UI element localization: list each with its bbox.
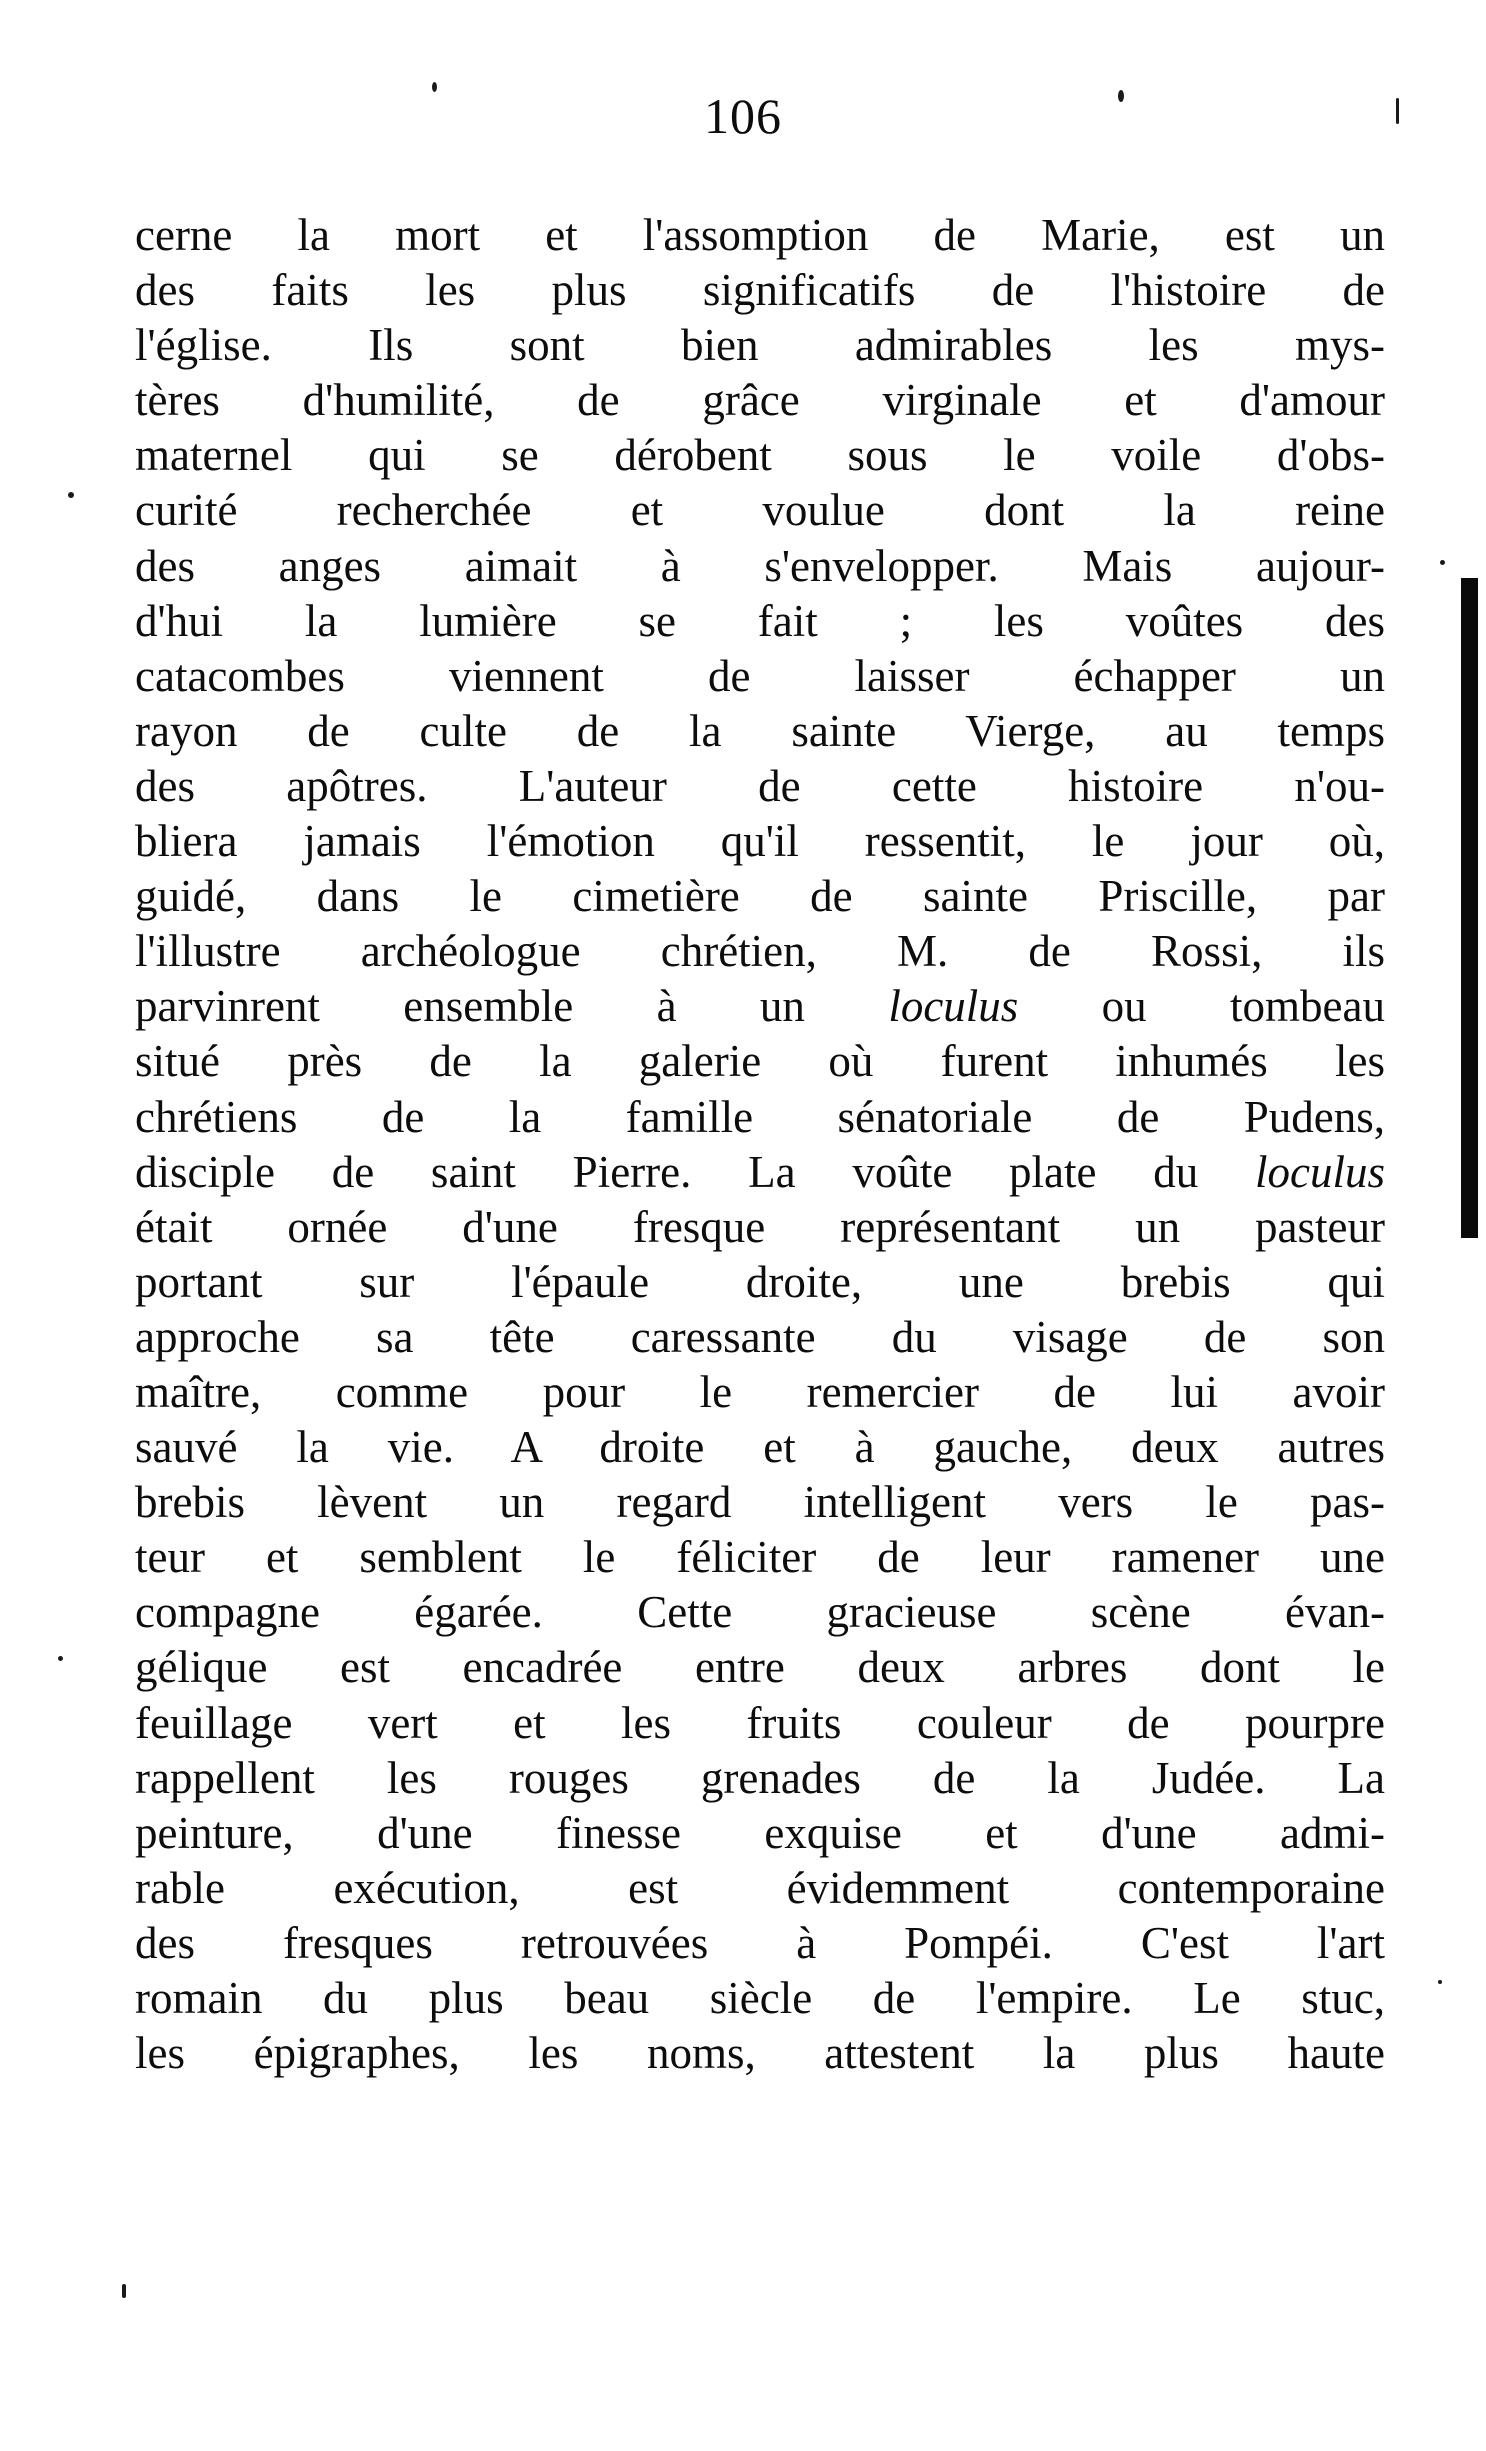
body-text: [135, 208, 1385, 2081]
text-line: teur et semblent le féliciter de leur ramener une: [135, 1532, 1385, 1583]
speck-mark: [1438, 1980, 1442, 1984]
text-line: bliera jamais l'émotion qu'il ressentit, le jour où,: [135, 816, 1385, 867]
text-line: gélique est encadrée entre deux arbres dont le: [135, 1642, 1385, 1693]
text-line: d'hui la lumière se fait ; les voûtes des: [135, 595, 1385, 646]
text-line: les épigraphes, les noms, attestent la plus haute: [135, 2028, 1385, 2079]
text-line: situé près de la galerie où furent inhumés les: [135, 1036, 1385, 1087]
speck-mark: [1118, 90, 1124, 102]
text-line: rappellent les rouges grenades de la Judée. La: [135, 1752, 1385, 1803]
text-line: des anges aimait à s'envelopper. Mais aujour-: [135, 540, 1385, 591]
text-line: brebis lèvent un regard intelligent vers le pas-: [135, 1477, 1385, 1528]
text-line: tères d'humilité, de grâce virginale et d'amour: [135, 375, 1385, 426]
text-line: l'illustre archéologue chrétien, M. de Rossi, ils: [135, 926, 1385, 977]
speck-mark: [58, 1656, 63, 1661]
speck-mark: [68, 492, 74, 498]
text-line: sauvé la vie. A droite et à gauche, deux autres: [135, 1422, 1385, 1473]
margin-mark: [1461, 578, 1478, 1238]
text-line: curité recherchée et voulue dont la reine: [135, 485, 1385, 536]
text-line: chrétiens de la famille sénatoriale de Pudens,: [135, 1091, 1385, 1142]
speck-mark: [1440, 560, 1445, 565]
text-line: maître, comme pour le remercier de lui avoir: [135, 1366, 1385, 1417]
speck-mark: [122, 2284, 126, 2298]
speck-mark: [1396, 98, 1399, 124]
text-line: feuillage vert et les fruits couleur de pourpre: [135, 1697, 1385, 1748]
text-line: des faits les plus significatifs de l'histoire de: [135, 265, 1385, 316]
text-line: romain du plus beau siècle de l'empire. Le stuc,: [135, 1973, 1385, 2023]
text-line: parvinrent ensemble à un loculus ou tombeau: [135, 981, 1385, 1032]
text-line: des apôtres. L'auteur de cette histoire n'ou-: [135, 760, 1385, 811]
text-line: portant sur l'épaule droite, une brebis qui: [135, 1256, 1385, 1307]
text-line: l'église. Ils sont bien admirables les mys-: [135, 320, 1385, 371]
text-line: rable exécution, est évidemment contemporaine: [135, 1862, 1385, 1913]
speck-mark: [432, 82, 437, 92]
text-line: disciple de saint Pierre. La voûte plate du loculus: [135, 1146, 1385, 1197]
text-line: catacombes viennent de laisser échapper un: [135, 650, 1385, 701]
text-line: rayon de culte de la sainte Vierge, au temps: [135, 705, 1385, 756]
text-line: guidé, dans le cimetière de sainte Priscille, par: [135, 871, 1385, 922]
text-line: était ornée d'une fresque représentant un pasteur: [135, 1201, 1385, 1252]
page-number: 106: [704, 88, 782, 144]
text-line: approche sa tête caressante du visage de son: [135, 1311, 1385, 1362]
text-line: des fresques retrouvées à Pompéi. C'est l'art: [135, 1917, 1385, 1968]
text-line: compagne égarée. Cette gracieuse scène évan-: [135, 1587, 1385, 1638]
text-line: peinture, d'une finesse exquise et d'une admi-: [135, 1807, 1385, 1858]
text-line: maternel qui se dérobent sous le voile d'obs-: [135, 430, 1385, 481]
text-line: cerne la mort et l'assomption de Marie, est un: [135, 210, 1385, 260]
